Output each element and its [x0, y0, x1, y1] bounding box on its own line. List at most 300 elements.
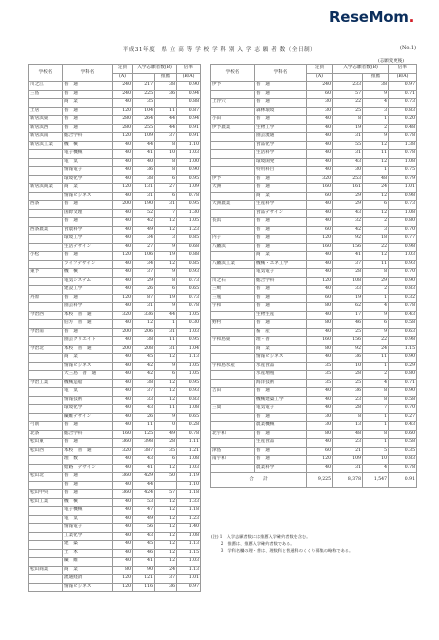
course-name-cell: 機 械 [63, 141, 113, 150]
applicants-cell: 42 [133, 362, 155, 371]
ratio-cell: 1.05 [177, 371, 201, 380]
recommend-cell: 12 [363, 158, 389, 167]
school-name-cell [211, 192, 255, 201]
school-name-cell [211, 464, 255, 473]
school-name-cell [29, 464, 63, 473]
applicants-cell: 8 [333, 413, 363, 422]
recommend-cell: 4 [363, 379, 389, 388]
capacity-cell: 40 [307, 464, 333, 473]
recommend-cell: 4 [363, 303, 389, 312]
applicants-cell: 25 [333, 328, 363, 337]
recommend-cell: 12 [155, 379, 177, 388]
course-name-cell: 商 業 [63, 566, 113, 575]
applicants-cell: 43 [133, 456, 155, 465]
recommend-cell: 0 [155, 422, 177, 431]
school-name-cell: 新居浜東 [29, 116, 63, 125]
capacity-cell: 360 [113, 439, 133, 448]
ratio-cell: 0.63 [389, 328, 417, 337]
school-name-cell [29, 583, 63, 592]
recommend-cell: 31 [155, 345, 177, 354]
capacity-cell: 40 [113, 192, 133, 201]
school-name-cell: 大洲 [211, 184, 255, 193]
ratio-cell: 0.79 [389, 175, 417, 184]
school-name-cell [29, 549, 63, 558]
table-row [29, 201, 201, 210]
table-row [211, 277, 417, 286]
applicants-cell: 52 [133, 209, 155, 218]
table-row [211, 209, 417, 218]
course-name-cell: 電気システム [63, 277, 113, 286]
course-name-cell: 生産科学 [255, 201, 307, 210]
course-name-cell: 普 通 [63, 90, 113, 99]
school-name-cell [29, 371, 63, 380]
header-ratio-unit: (B/A) [389, 73, 417, 82]
table-row [29, 430, 201, 439]
applicants-cell: 21 [333, 447, 363, 456]
school-name-cell: 内子 [211, 235, 255, 244]
applicants-cell: 29 [333, 192, 363, 201]
course-name-cell: 繊 維 [63, 558, 113, 567]
applicants-cell: 42 [333, 226, 363, 235]
recommend-cell: 12 [155, 388, 177, 397]
ratio-cell: 0.58 [389, 439, 417, 448]
course-name-cell: 情報ビジネス [255, 354, 307, 363]
recommend-cell: 6 [155, 192, 177, 201]
recommend-cell: 12 [155, 260, 177, 269]
school-name-cell: 伊予農業 [211, 124, 255, 133]
ratio-cell: 0.73 [389, 201, 417, 210]
school-name-cell [29, 354, 63, 363]
ratio-cell: 1.00 [177, 158, 201, 167]
table-row [29, 558, 201, 567]
header-capacity-unit: (A) [307, 73, 333, 82]
ratio-cell: 0.58 [389, 396, 417, 405]
recommend-cell: 57 [155, 490, 177, 499]
capacity-cell: 30 [307, 107, 333, 116]
capacity-cell: 120 [113, 583, 133, 592]
capacity-cell: 40 [307, 209, 333, 218]
capacity-cell: 40 [113, 320, 133, 329]
applicants-cell: 11 [133, 422, 155, 431]
course-name-cell: 環境化学 [63, 175, 113, 184]
course-name-cell: 伯方 普 通 [63, 320, 113, 329]
header-school: 学校名 [211, 65, 255, 82]
course-name-cell: 普 通 [255, 320, 307, 329]
table-row [29, 209, 201, 218]
table-row [211, 320, 417, 329]
capacity-cell: 40 [113, 303, 133, 312]
school-name-cell [29, 362, 63, 371]
ratio-cell: 1.08 [389, 209, 417, 218]
course-name-cell: 普 通 [63, 473, 113, 482]
applicants-cell: 53 [133, 498, 155, 507]
course-name-cell: 環境工学 [63, 235, 113, 244]
course-name-cell: 商 業 [255, 345, 307, 354]
capacity-cell: 40 [113, 150, 133, 159]
school-name-cell [211, 167, 255, 176]
table-row [29, 107, 201, 116]
school-name-cell: 松山東 [29, 439, 63, 448]
table-row [29, 498, 201, 507]
ratio-cell: 1.08 [177, 405, 201, 414]
applicants-cell: 206 [133, 328, 155, 337]
ratio-cell: 1.05 [177, 362, 201, 371]
table-row [29, 379, 201, 388]
recommend-cell: 12 [155, 498, 177, 507]
school-name-cell [29, 286, 63, 295]
total-ratio: 0.91 [389, 473, 417, 488]
applicants-cell: 38 [133, 175, 155, 184]
capacity-cell: 40 [113, 388, 133, 397]
capacity-cell: 40 [307, 252, 333, 261]
school-name-cell [29, 320, 63, 329]
course-name-cell: 大三島 普 通 [63, 371, 113, 380]
school-name-cell [29, 558, 63, 567]
applicants-cell: 25 [333, 107, 363, 116]
table-row [29, 99, 201, 108]
capacity-cell: 120 [113, 252, 133, 261]
course-name-cell: 食品デザイン [255, 209, 307, 218]
applicants-cell: 47 [133, 507, 155, 516]
capacity-cell: 200 [113, 345, 133, 354]
recommend-cell: 12 [363, 141, 389, 150]
course-name-cell: 普 通 [63, 439, 113, 448]
table-row [29, 345, 201, 354]
course-name-cell: 普 通 [63, 107, 113, 116]
applicants-cell: 46 [133, 549, 155, 558]
course-name-cell: 農業機械 [255, 422, 307, 431]
capacity-cell: 40 [113, 532, 133, 541]
school-name-cell: 北条 [29, 430, 63, 439]
recommend-cell: 12 [155, 549, 177, 558]
recommend-cell: 11 [363, 260, 389, 269]
ratio-cell: 0.85 [177, 235, 201, 244]
recommend-cell: 3 [363, 107, 389, 116]
applicants-cell: 17 [333, 311, 363, 320]
table-row [29, 167, 201, 176]
course-name-cell: 普 通 [255, 294, 307, 303]
capacity-cell: 240 [113, 90, 133, 99]
ratio-cell: 1.03 [177, 328, 201, 337]
ratio-cell: 0.97 [389, 82, 417, 91]
recommend-cell: 11 [155, 337, 177, 346]
ratio-cell: 0.95 [177, 337, 201, 346]
course-name-cell: 普 通 [255, 447, 307, 456]
applicants-cell: 38 [133, 379, 155, 388]
capacity-cell: 40 [307, 405, 333, 414]
ratio-cell: 0.43 [389, 422, 417, 431]
course-name-cell: 情報電子 [63, 524, 113, 533]
applicants-cell: 49 [133, 515, 155, 524]
course-name-cell: 園芸クリエイト [63, 337, 113, 346]
ratio-cell: 0.48 [389, 124, 417, 133]
ratio-cell: 0.43 [389, 311, 417, 320]
table-row [29, 456, 201, 465]
table-row [29, 218, 201, 227]
table-row [29, 294, 201, 303]
table-row [29, 490, 201, 499]
course-name-cell: 商 業 [63, 184, 113, 193]
ratio-cell: 0.78 [177, 303, 201, 312]
table-row [29, 371, 201, 380]
capacity-cell: 40 [113, 379, 133, 388]
applicants-table-left [28, 64, 201, 592]
table-row [211, 303, 417, 312]
applicants-cell: 33 [133, 396, 155, 405]
header-capacity: 定員 [113, 65, 133, 74]
school-name-cell: 伊予 [211, 175, 255, 184]
recommend-cell: 12 [155, 507, 177, 516]
course-name-cell: 普 通 [63, 252, 113, 261]
applicants-cell: 55 [333, 141, 363, 150]
course-name-cell: 生物生産 [255, 311, 307, 320]
table-row [211, 396, 417, 405]
capacity-cell: 60 [307, 226, 333, 235]
applicants-cell: 19 [333, 124, 363, 133]
capacity-cell: 40 [113, 209, 133, 218]
ratio-cell: 1.08 [177, 456, 201, 465]
ratio-cell: 1.18 [177, 507, 201, 516]
table-row [29, 226, 201, 235]
school-name-cell [29, 167, 63, 176]
ratio-cell: 0.98 [389, 337, 417, 346]
table-row [211, 456, 417, 465]
table-row [29, 286, 201, 295]
course-name-cell: 商 業 [255, 192, 307, 201]
capacity-cell: 40 [307, 396, 333, 405]
school-name-cell: 八幡浜 [211, 243, 255, 252]
recommend-cell: 6 [155, 286, 177, 295]
capacity-cell: 160 [113, 430, 133, 439]
school-name-cell [211, 141, 255, 150]
course-name-cell: 機 械 [63, 498, 113, 507]
table-row [29, 447, 201, 456]
capacity-cell: 120 [113, 184, 133, 193]
table-row [29, 524, 201, 533]
ratio-cell: 0.83 [177, 396, 201, 405]
capacity-cell: 40 [307, 167, 333, 176]
course-name-cell: 本校 普 通 [63, 345, 113, 354]
ratio-cell: 1.03 [177, 464, 201, 473]
header-capacity: 定員 [307, 65, 333, 74]
capacity-cell: 120 [307, 456, 333, 465]
course-name-cell: 環境化学 [63, 405, 113, 414]
recommend-cell: 12 [155, 515, 177, 524]
capacity-cell: 160 [307, 243, 333, 252]
applicants-cell: 28 [333, 405, 363, 414]
ratio-cell: 0.80 [389, 218, 417, 227]
school-name-cell [29, 209, 63, 218]
ratio-cell: 1.13 [177, 354, 201, 363]
recommend-cell: 38 [155, 82, 177, 91]
school-name-cell: 土居 [29, 107, 63, 116]
recommend-cell: 6 [363, 320, 389, 329]
ratio-cell: 0.78 [389, 464, 417, 473]
footnote: 2 推薦は、推薦入学確約者数である。 [211, 541, 295, 547]
school-name-cell [211, 226, 255, 235]
applicants-cell: 26 [133, 286, 155, 295]
total-recommend: 1,547 [363, 473, 389, 488]
capacity-cell: 35 [307, 362, 333, 371]
capacity-cell: 80 [113, 566, 133, 575]
capacity-cell: 40 [113, 498, 133, 507]
course-name-cell: 生活デザイン [63, 243, 113, 252]
ratio-cell: 0.77 [389, 235, 417, 244]
course-name-cell: 普 通 [63, 201, 113, 210]
table-row [29, 141, 201, 150]
school-name-cell [29, 388, 63, 397]
header-ratio-unit: (B/A) [177, 73, 201, 82]
recommend-cell: 18 [363, 235, 389, 244]
applicants-cell: 12 [133, 320, 155, 329]
applicants-cell: 34 [133, 235, 155, 244]
applicants-cell: 44 [133, 141, 155, 150]
school-name-cell: 松山工業 [29, 498, 63, 507]
table-row [211, 413, 417, 422]
school-name-cell [29, 481, 63, 490]
school-name-cell [29, 218, 63, 227]
applicants-cell: 42 [133, 371, 155, 380]
capacity-cell: 40 [307, 124, 333, 133]
recommend-cell: 36 [155, 583, 177, 592]
capacity-cell: 60 [307, 294, 333, 303]
ratio-cell: 1.01 [389, 184, 417, 193]
recommend-cell: 9 [155, 269, 177, 278]
capacity-cell: 40 [307, 260, 333, 269]
capacity-cell: 120 [113, 575, 133, 584]
school-name-cell [29, 99, 63, 108]
capacity-cell: 40 [307, 286, 333, 295]
applicants-cell: 30 [333, 167, 363, 176]
course-name-cell: 普 通 [255, 456, 307, 465]
recommend-cell: 3 [363, 226, 389, 235]
course-name-cell: 普 通 [255, 184, 307, 193]
recommend-cell: 9 [155, 243, 177, 252]
capacity-cell: 40 [307, 116, 333, 125]
ratio-cell: 0.65 [177, 413, 201, 422]
capacity-cell: 160 [307, 337, 333, 346]
table-row [211, 464, 417, 473]
recommend-cell: 4 [363, 99, 389, 108]
course-name-cell: 普 通 [63, 481, 113, 490]
capacity-cell: 40 [307, 439, 333, 448]
school-name-cell: 今治北 [29, 345, 63, 354]
school-name-cell [29, 541, 63, 550]
school-name-cell [29, 575, 63, 584]
applicants-cell: 429 [133, 473, 155, 482]
school-name-cell: 八幡浜工業 [211, 260, 255, 269]
recommend-cell: 9 [155, 303, 177, 312]
recommend-cell: 31 [155, 201, 177, 210]
capacity-cell: 40 [113, 413, 133, 422]
applicants-cell: 208 [133, 345, 155, 354]
applicants-cell: 29 [133, 277, 155, 286]
table-row [211, 294, 417, 303]
table-row [29, 422, 201, 431]
capacity-cell: 40 [113, 235, 133, 244]
recommend-cell: 1 [363, 362, 389, 371]
recommend-cell: 12 [363, 209, 389, 218]
course-name-cell: 電 気 [63, 388, 113, 397]
applicants-cell: 43 [333, 158, 363, 167]
course-name-cell: 普 通 [255, 388, 307, 397]
table-row [211, 260, 417, 269]
school-name-cell: 三瓶 [211, 294, 255, 303]
header-recommend: 推薦 [155, 73, 177, 82]
recommend-cell: 48 [363, 175, 389, 184]
capacity-cell: 40 [113, 507, 133, 516]
table-row [211, 311, 417, 320]
capacity-cell: 40 [113, 515, 133, 524]
capacity-cell: 40 [307, 133, 333, 142]
table-row [29, 439, 201, 448]
ratio-cell: 0.78 [177, 192, 201, 201]
table-row [29, 320, 201, 329]
course-name-cell: 普 通 [63, 116, 113, 125]
table-row [29, 311, 201, 320]
recommend-cell: 1 [363, 167, 389, 176]
recommend-cell: 2 [363, 124, 389, 133]
applicants-cell: 43 [133, 532, 155, 541]
recommend-cell: 38 [363, 82, 389, 91]
ratio-cell: 0.90 [389, 388, 417, 397]
capacity-cell: 40 [113, 464, 133, 473]
table-row [211, 141, 417, 150]
table-row [29, 473, 201, 482]
recommend-cell: 11 [363, 354, 389, 363]
recommend-cell: 24 [363, 345, 389, 354]
school-name-cell [211, 396, 255, 405]
header-applicants: 入学志願者数(B) [133, 65, 177, 74]
capacity-cell: 80 [307, 320, 333, 329]
applicants-cell: 34 [133, 260, 155, 269]
course-name-cell: 建 築 [63, 541, 113, 550]
ratio-cell: 0.90 [177, 82, 201, 91]
table-row [211, 124, 417, 133]
table-row [29, 269, 201, 278]
ratio-cell: 0.97 [177, 583, 201, 592]
course-name-cell: 普 通 [255, 90, 307, 99]
recommend-cell: 44 [155, 116, 177, 125]
recommend-cell: 1 [155, 320, 177, 329]
table-row [29, 464, 201, 473]
course-name-cell: 商 業 [63, 354, 113, 363]
school-name-cell [211, 379, 255, 388]
resemom-logo[interactable]: ReseMom. [329, 8, 414, 26]
course-name-cell: 情報ビジネス [63, 583, 113, 592]
ratio-cell: 0.85 [177, 260, 201, 269]
recommend-cell: 22 [363, 337, 389, 346]
course-name-cell: 普 通 [63, 490, 113, 499]
applicants-cell: 31 [333, 150, 363, 159]
ratio-cell: 1.40 [177, 524, 201, 533]
capacity-cell: 40 [307, 328, 333, 337]
capacity-cell: 320 [307, 175, 333, 184]
table-row [211, 328, 417, 337]
capacity-cell: 40 [113, 371, 133, 380]
school-name-cell: 南宇和 [211, 456, 255, 465]
course-name-cell: 流通経済 [63, 575, 113, 584]
capacity-cell: 120 [113, 133, 133, 142]
ratio-cell: 0.35 [389, 447, 417, 456]
table-row [211, 422, 417, 431]
capacity-cell: 40 [307, 201, 333, 210]
recommend-cell: 12 [155, 218, 177, 227]
course-name-cell: 理 数 [63, 456, 113, 465]
recommend-cell: 2 [363, 371, 389, 380]
ratio-cell: 1.15 [389, 345, 417, 354]
ratio-cell: 0.32 [389, 294, 417, 303]
